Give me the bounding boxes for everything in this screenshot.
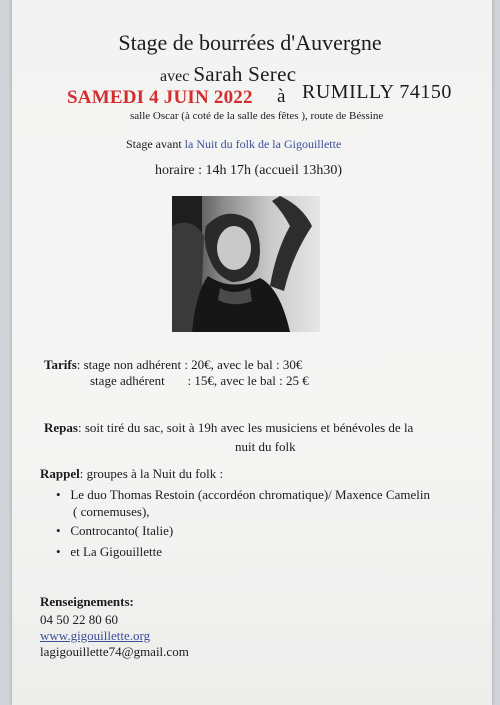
list-item-text: Controcanto( Italie) [70, 523, 174, 538]
stage-avant-line [126, 137, 341, 152]
tarifs-adherent: stage adhérent : 15€, avec le bal : 25 € [90, 373, 309, 388]
teacher-photo [172, 196, 320, 332]
contact-phone: 04 50 22 80 60 [40, 612, 118, 627]
contact-heading: Renseignements: [40, 594, 134, 609]
rappel-line [40, 466, 223, 482]
list-item-text: Le duo Thomas Restoin (accordéon chromatique)/ Maxence Camelin [70, 487, 430, 502]
rappel-label: Rappel [40, 466, 80, 481]
stage-avant-label: Stage avant [126, 137, 182, 151]
repas-line-1 [44, 420, 413, 436]
stage-avant-event: la Nuit du folk de la Gigouillette [184, 137, 342, 151]
venue-address: salle Oscar (à coté de la salle des fêtes ), route de Béssine [130, 110, 384, 122]
tarifs-non-adherent: : stage non adhérent : 20€, avec le bal : 30€ [76, 357, 303, 372]
rappel-intro: : groupes à la Nuit du folk : [79, 466, 224, 481]
list-item-text: et La Gigouillette [70, 544, 163, 559]
teacher-name: Sarah Serec [193, 62, 297, 86]
list-item-continuation: ( cornemuses), [73, 504, 150, 519]
contact-email[interactable]: lagigouillette74@gmail.com [40, 644, 189, 659]
teacher-line [160, 62, 296, 87]
event-date: SAMEDI 4 JUIN 2022 [67, 87, 253, 108]
schedule: horaire : 14h 17h (accueil 13h30) [155, 163, 342, 178]
tarifs-line-1 [44, 357, 302, 373]
contact-website[interactable]: www.gigouillette.org [40, 628, 151, 643]
tarifs-label: Tarifs [44, 357, 77, 372]
avec-text: avec [160, 68, 190, 85]
flyer-title: Stage de bourrées d'Auvergne [118, 30, 382, 55]
teacher-photo-image [172, 196, 320, 332]
event-city: RUMILLY 74150 [302, 81, 452, 103]
date-separator: à [277, 86, 286, 107]
list-item: • Le duo Thomas Restoin (accordéon chromatique)/ Maxence Camelin [56, 487, 430, 502]
repas-line-2: nuit du folk [235, 439, 296, 454]
list-item: • et La Gigouillette [56, 544, 163, 559]
list-item: • Controcanto( Italie) [56, 523, 174, 538]
repas-text: : soit tiré du sac, soit à 19h avec les musiciens et bénévoles de la [77, 420, 414, 435]
repas-label: Repas [44, 420, 78, 435]
